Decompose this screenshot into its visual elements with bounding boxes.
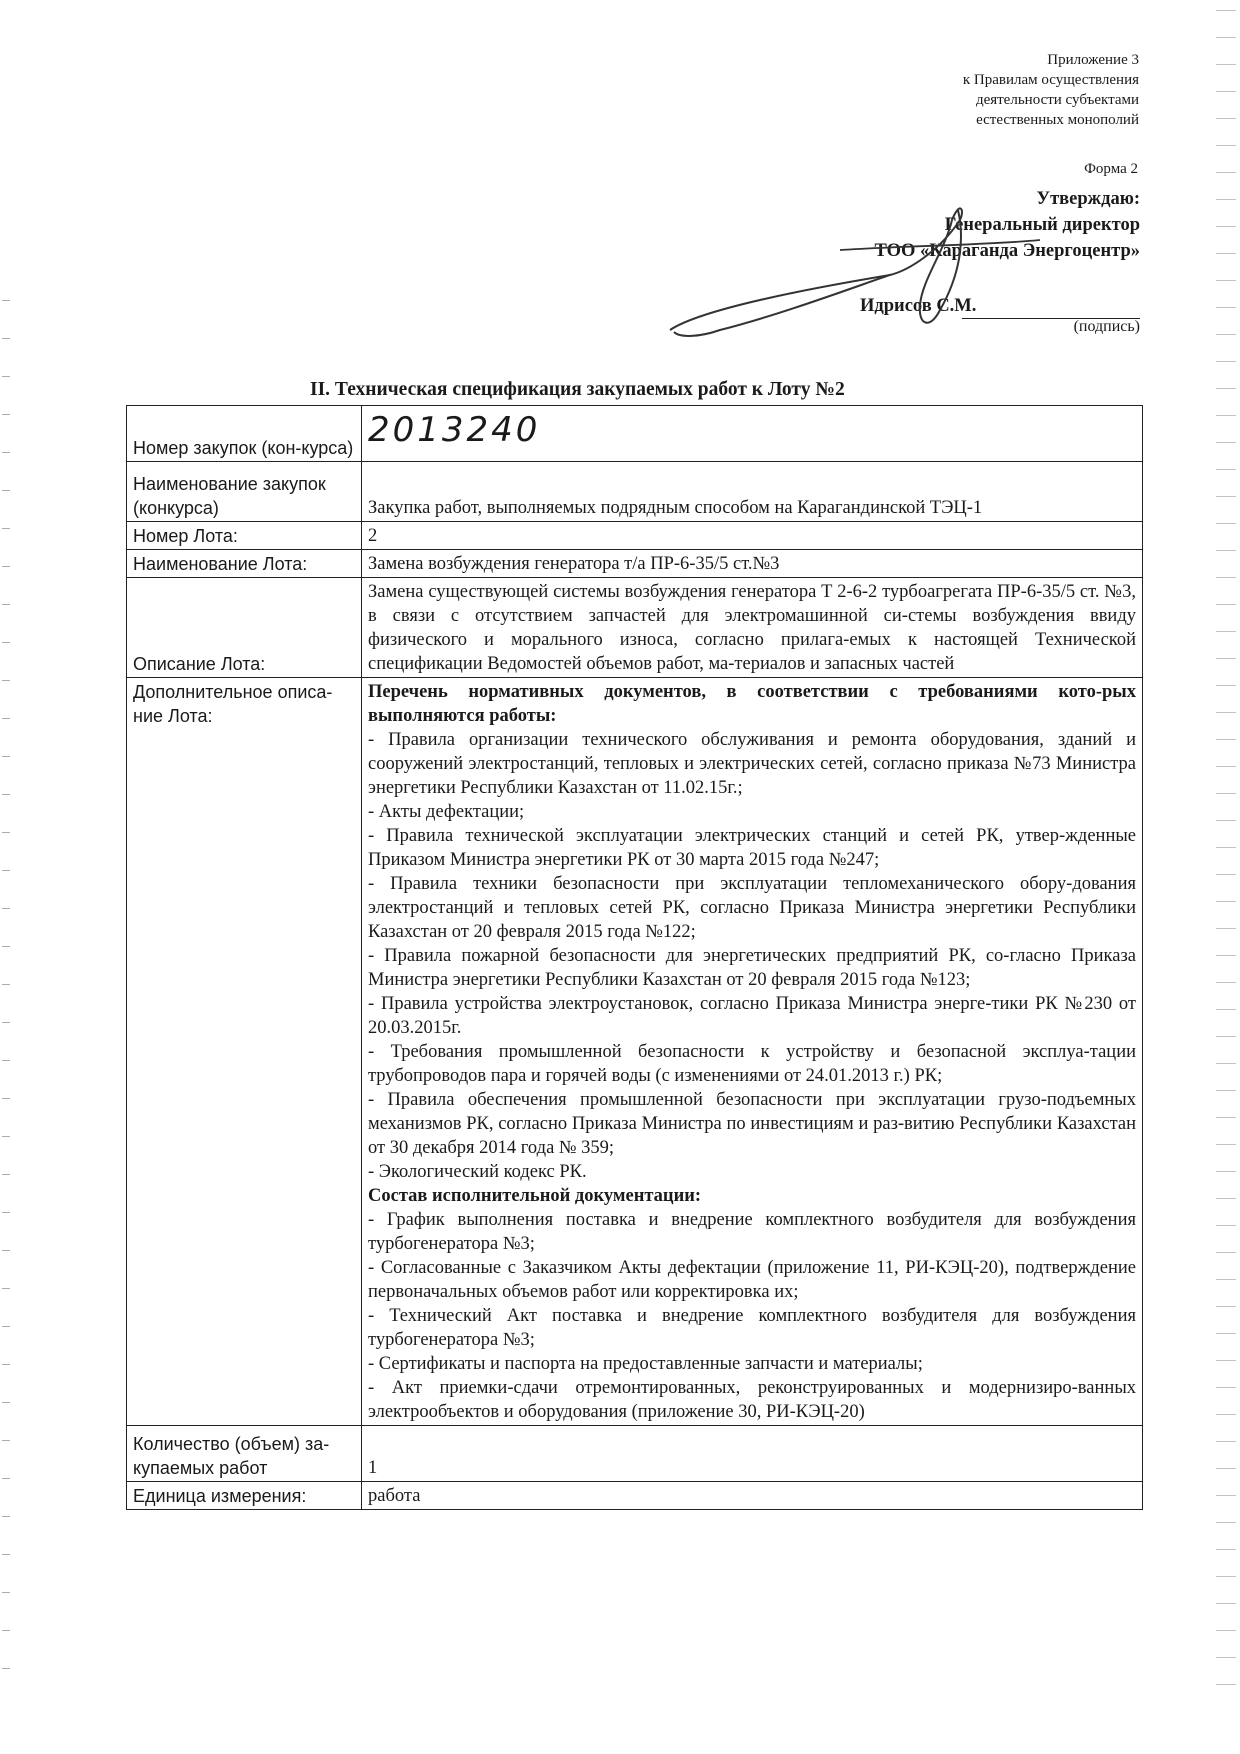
- procurement-name-label: Наименование закупок (конкурса): [127, 462, 362, 522]
- signature-caption: (подпись): [1073, 318, 1140, 335]
- documentation-item: - Технический Акт поставка и внедрение комплектного возбудителя для возбуждения турбогенератора №3;: [368, 1306, 1136, 1350]
- documentation-heading: Состав исполнительной документации:: [368, 1186, 702, 1206]
- documentation-item: - График выполнения поставка и внедрение комплектного возбудителя для возбуждения турбогенератора №3;: [368, 1210, 1136, 1254]
- lot-name-value: Замена возбуждения генератора т/а ПР-6-35/5 ст.№3: [362, 550, 1143, 578]
- normative-item: - Правила устройства электроустановок, согласно Приказа Министра энерге-тики РК №230 от 20.03.2015г.: [368, 994, 1136, 1038]
- appendix-note: [819, 50, 1139, 130]
- additional-description-label: Дополнительное описа-ние Лота:: [127, 678, 362, 1426]
- documentation-item: - Акт приемки-сдачи отремонтированных, реконструированных и модернизиро-ванных электрообъектов и оборудования (приложение 30, РИ-КЭЦ-20): [368, 1378, 1136, 1422]
- lot-description-value: Замена существующей системы возбуждения генератора Т 2-6-2 турбоагрегата ПР-6-35/5 ст. №3, в связи с отсутствием запчастей для электромашинной си-стемы возбуждения ввиду физического и морального износа, согласно прилага-емых к настоящей Технической спецификации Ведомостей объемов работ, ма-териалов и запасных частей: [362, 578, 1143, 678]
- lot-name-label: Наименование Лота:: [127, 550, 362, 578]
- appendix-line: естественных монополий: [976, 112, 1139, 128]
- table-row: [127, 550, 1143, 578]
- normative-item: - Правила техники безопасности при эксплуатации тепломеханического обору-дования электростанций и тепловых сетей РК, согласно Приказа Министра энергетики Республики Казахстан от 20 февраля 2015 года №122;: [368, 874, 1136, 942]
- documentation-item: - Сертификаты и паспорта на предоставленные запчасти и материалы;: [368, 1354, 923, 1374]
- appendix-line: к Правилам осуществления: [962, 72, 1139, 88]
- normative-item: - Акты дефектации;: [368, 802, 525, 822]
- additional-description-value: [362, 678, 1143, 1426]
- table-row: [127, 578, 1143, 678]
- specification-table: [126, 405, 1143, 1510]
- table-row: [127, 522, 1143, 550]
- normative-item: - Правила технической эксплуатации электрических станций и сетей РК, утвер-жденные Приказом Министра энергетики РК от 30 марта 2015 года №247;: [368, 826, 1136, 870]
- handwritten-signature: [660, 180, 1080, 380]
- lot-number-value: 2: [362, 522, 1143, 550]
- normative-item: - Правила пожарной безопасности для энергетических предприятий РК, со-гласно Приказа Министра энергетики Республики Казахстан от 20 февраля 2015 года №123;: [368, 946, 1136, 990]
- normative-item: - Правила организации технического обслуживания и ремонта оборудования, зданий и сооружений электростанций, тепловых и электрических сетей, согласно приказа №73 Министра энергетики Республики Казахстан от 11.02.15г.;: [368, 730, 1136, 798]
- scan-edge-marks-right: [1216, 10, 1236, 1710]
- lot-number-label: Номер Лота:: [127, 522, 362, 550]
- table-row: [127, 1482, 1143, 1510]
- appendix-line: деятельности субъектами: [975, 92, 1139, 108]
- handwritten-procurement-number: 2013240: [368, 410, 541, 450]
- quantity-value: 1: [362, 1426, 1143, 1482]
- procurement-name-value: Закупка работ, выполняемых подрядным способом на Карагандинской ТЭЦ-1: [362, 462, 1143, 522]
- table-row: [127, 1426, 1143, 1482]
- normative-heading: Перечень нормативных документов, в соответствии с требованиями кото-рых выполняются работы:: [368, 682, 1136, 726]
- table-row: [127, 406, 1143, 462]
- lot-description-label: Описание Лота:: [127, 578, 362, 678]
- approval-company: ТОО «Караганда Энергоцентр»: [874, 241, 1140, 261]
- appendix-line: Приложение 3: [1047, 52, 1139, 68]
- approval-position: Генеральный директор: [944, 215, 1140, 235]
- section-title: II. Техническая спецификация закупаемых работ к Лоту №2: [310, 379, 845, 400]
- normative-item: - Экологический кодекс РК.: [368, 1162, 587, 1182]
- unit-label: Единица измерения:: [127, 1482, 362, 1510]
- unit-value: работа: [362, 1482, 1143, 1510]
- quantity-label: Количество (объем) за-купаемых работ: [127, 1426, 362, 1482]
- form-label: Форма 2: [1084, 161, 1138, 177]
- table-row: [127, 462, 1143, 522]
- normative-item: - Требования промышленной безопасности к устройству и безопасной эксплуа-тации трубопроводов пара и горячей воды (с изменениями от 24.01.2013 г.) РК;: [368, 1042, 1136, 1086]
- procurement-number-label: Номер закупок (кон-курса): [127, 406, 362, 462]
- approval-title: Утверждаю:: [1036, 189, 1140, 209]
- table-row: [127, 678, 1143, 1426]
- signatory-name: Идрисов С.М.: [860, 296, 977, 316]
- procurement-number-value: [362, 406, 1143, 462]
- documentation-item: - Согласованные с Заказчиком Акты дефектации (приложение 11, РИ-КЭЦ-20), подтверждение первоначальных объемов работ или корректировка их;: [368, 1258, 1136, 1302]
- scan-edge-marks-left: [2, 300, 10, 1680]
- normative-item: - Правила обеспечения промышленной безопасности при эксплуатации грузо-подъемных механизмов РК, согласно Приказа Министра по инвестициям и раз-витию Республики Казахстан от 30 декабря 2014 года № 359;: [368, 1090, 1136, 1158]
